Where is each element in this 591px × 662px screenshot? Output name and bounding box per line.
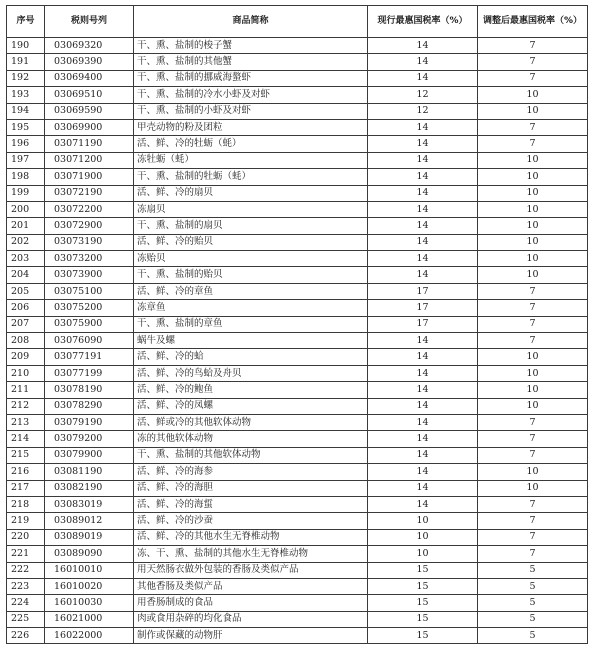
- cell-current-rate: 14: [368, 431, 478, 447]
- cell-tariff-code: 03072200: [45, 201, 134, 217]
- cell-adjusted-rate: 10: [478, 218, 588, 234]
- cell-serial-number: 218: [7, 496, 45, 512]
- cell-serial-number: 215: [7, 447, 45, 463]
- table-row: [7, 251, 588, 267]
- table-row: [7, 611, 588, 627]
- table-row: [7, 496, 588, 512]
- cell-current-rate: 15: [368, 628, 478, 644]
- table-row: [7, 38, 588, 54]
- cell-adjusted-rate: 10: [478, 201, 588, 217]
- cell-adjusted-rate: 5: [478, 611, 588, 627]
- table-row: [7, 382, 588, 398]
- header-adjusted-mfn-rate: 调整后最惠国税率（%）: [478, 6, 588, 38]
- cell-tariff-code: 03069320: [45, 38, 134, 54]
- table-row: [7, 480, 588, 496]
- cell-current-rate: 14: [368, 365, 478, 381]
- cell-serial-number: 192: [7, 70, 45, 86]
- cell-tariff-code: 03069590: [45, 103, 134, 119]
- cell-serial-number: 205: [7, 283, 45, 299]
- cell-serial-number: 223: [7, 578, 45, 594]
- table-row: [7, 152, 588, 168]
- cell-current-rate: 10: [368, 546, 478, 562]
- table-row: [7, 595, 588, 611]
- cell-current-rate: 14: [368, 169, 478, 185]
- table-row: [7, 136, 588, 152]
- cell-product-name: 甲壳动物的粉及团粒: [134, 119, 368, 135]
- cell-product-name: 活、鲜、冷的鸟蛤及舟贝: [134, 365, 368, 381]
- cell-product-name: 活、鲜、冷的其他水生无脊椎动物: [134, 529, 368, 545]
- cell-product-name: 冻牡蛎（蚝）: [134, 152, 368, 168]
- cell-serial-number: 221: [7, 546, 45, 562]
- cell-serial-number: 208: [7, 333, 45, 349]
- cell-current-rate: 14: [368, 54, 478, 70]
- cell-product-name: 活、鲜、冷的海胆: [134, 480, 368, 496]
- cell-adjusted-rate: 10: [478, 87, 588, 103]
- cell-product-name: 活、鲜、冷的海蜇: [134, 496, 368, 512]
- cell-product-name: 冻扇贝: [134, 201, 368, 217]
- cell-adjusted-rate: 10: [478, 185, 588, 201]
- cell-tariff-code: 03069400: [45, 70, 134, 86]
- cell-current-rate: 14: [368, 267, 478, 283]
- cell-adjusted-rate: 7: [478, 283, 588, 299]
- cell-adjusted-rate: 7: [478, 513, 588, 529]
- cell-product-name: 活、鲜、冷的凤螺: [134, 398, 368, 414]
- cell-serial-number: 226: [7, 628, 45, 644]
- cell-serial-number: 212: [7, 398, 45, 414]
- cell-adjusted-rate: 10: [478, 169, 588, 185]
- table-row: [7, 628, 588, 644]
- cell-adjusted-rate: 7: [478, 496, 588, 512]
- cell-adjusted-rate: 10: [478, 398, 588, 414]
- cell-current-rate: 14: [368, 119, 478, 135]
- table-row: [7, 447, 588, 463]
- cell-current-rate: 15: [368, 562, 478, 578]
- cell-tariff-code: 03089019: [45, 529, 134, 545]
- cell-product-name: 冻的其他软体动物: [134, 431, 368, 447]
- cell-current-rate: 17: [368, 316, 478, 332]
- cell-product-name: 冻章鱼: [134, 300, 368, 316]
- cell-product-name: 干、熏、盐制的章鱼: [134, 316, 368, 332]
- table-row: [7, 201, 588, 217]
- cell-adjusted-rate: 10: [478, 251, 588, 267]
- cell-adjusted-rate: 7: [478, 447, 588, 463]
- cell-tariff-code: 03071190: [45, 136, 134, 152]
- cell-tariff-code: 03089090: [45, 546, 134, 562]
- cell-adjusted-rate: 10: [478, 480, 588, 496]
- cell-product-name: 干、熏、盐制的其他软体动物: [134, 447, 368, 463]
- cell-serial-number: 198: [7, 169, 45, 185]
- cell-current-rate: 15: [368, 578, 478, 594]
- cell-product-name: 制作或保藏的动物肝: [134, 628, 368, 644]
- cell-tariff-code: 03083019: [45, 496, 134, 512]
- table-row: [7, 431, 588, 447]
- cell-tariff-code: 03079200: [45, 431, 134, 447]
- cell-current-rate: 14: [368, 38, 478, 54]
- cell-tariff-code: 03077191: [45, 349, 134, 365]
- cell-product-name: 活、鲜、冷的牡蛎（蚝）: [134, 136, 368, 152]
- table-row: [7, 119, 588, 135]
- cell-current-rate: 12: [368, 87, 478, 103]
- cell-adjusted-rate: 10: [478, 365, 588, 381]
- cell-tariff-code: 16021000: [45, 611, 134, 627]
- cell-tariff-code: 03073190: [45, 234, 134, 250]
- cell-adjusted-rate: 7: [478, 316, 588, 332]
- cell-adjusted-rate: 10: [478, 103, 588, 119]
- cell-adjusted-rate: 10: [478, 234, 588, 250]
- cell-serial-number: 225: [7, 611, 45, 627]
- cell-tariff-code: 03081190: [45, 464, 134, 480]
- cell-adjusted-rate: 5: [478, 595, 588, 611]
- header-current-mfn-rate: 现行最惠国税率（%）: [368, 6, 478, 38]
- cell-adjusted-rate: 7: [478, 38, 588, 54]
- cell-tariff-code: 16022000: [45, 628, 134, 644]
- cell-adjusted-rate: 7: [478, 414, 588, 430]
- cell-product-name: 蜗牛及螺: [134, 333, 368, 349]
- table-row: [7, 349, 588, 365]
- cell-serial-number: 204: [7, 267, 45, 283]
- cell-serial-number: 195: [7, 119, 45, 135]
- cell-adjusted-rate: 7: [478, 529, 588, 545]
- cell-tariff-code: 16010030: [45, 595, 134, 611]
- table-row: [7, 562, 588, 578]
- cell-current-rate: 14: [368, 218, 478, 234]
- cell-tariff-code: 03073200: [45, 251, 134, 267]
- cell-serial-number: 209: [7, 349, 45, 365]
- header-row: [7, 6, 588, 38]
- cell-tariff-code: 03069390: [45, 54, 134, 70]
- cell-tariff-code: 03075200: [45, 300, 134, 316]
- header-tariff-code: 税则号列: [45, 6, 134, 38]
- cell-serial-number: 206: [7, 300, 45, 316]
- cell-current-rate: 14: [368, 480, 478, 496]
- cell-tariff-code: 16010020: [45, 578, 134, 594]
- cell-current-rate: 10: [368, 513, 478, 529]
- cell-current-rate: 14: [368, 201, 478, 217]
- cell-serial-number: 201: [7, 218, 45, 234]
- cell-current-rate: 14: [368, 136, 478, 152]
- cell-serial-number: 211: [7, 382, 45, 398]
- cell-serial-number: 207: [7, 316, 45, 332]
- cell-serial-number: 217: [7, 480, 45, 496]
- table-row: [7, 218, 588, 234]
- cell-current-rate: 14: [368, 464, 478, 480]
- header-serial-number: 序号: [7, 6, 45, 38]
- cell-serial-number: 194: [7, 103, 45, 119]
- cell-product-name: 干、熏、盐制的牡蛎（蚝）: [134, 169, 368, 185]
- table-row: [7, 513, 588, 529]
- cell-current-rate: 17: [368, 300, 478, 316]
- table-row: [7, 70, 588, 86]
- cell-serial-number: 220: [7, 529, 45, 545]
- table-row: [7, 316, 588, 332]
- cell-tariff-code: 03082190: [45, 480, 134, 496]
- cell-tariff-code: 03079190: [45, 414, 134, 430]
- cell-product-name: 用天然肠衣做外包装的香肠及类似产品: [134, 562, 368, 578]
- cell-tariff-code: 03078290: [45, 398, 134, 414]
- table-row: [7, 300, 588, 316]
- table-row: [7, 333, 588, 349]
- table-row: [7, 87, 588, 103]
- cell-adjusted-rate: 10: [478, 152, 588, 168]
- table-row: [7, 414, 588, 430]
- tariff-table-container: [6, 5, 587, 644]
- cell-tariff-code: 03076090: [45, 333, 134, 349]
- cell-adjusted-rate: 10: [478, 464, 588, 480]
- cell-serial-number: 222: [7, 562, 45, 578]
- cell-serial-number: 199: [7, 185, 45, 201]
- cell-tariff-code: 03071200: [45, 152, 134, 168]
- table-row: [7, 54, 588, 70]
- cell-adjusted-rate: 10: [478, 382, 588, 398]
- cell-current-rate: 14: [368, 496, 478, 512]
- cell-adjusted-rate: 5: [478, 578, 588, 594]
- table-row: [7, 365, 588, 381]
- cell-tariff-code: 03069510: [45, 87, 134, 103]
- table-row: [7, 283, 588, 299]
- cell-serial-number: 196: [7, 136, 45, 152]
- cell-tariff-code: 03069900: [45, 119, 134, 135]
- cell-serial-number: 216: [7, 464, 45, 480]
- table-row: [7, 578, 588, 594]
- cell-adjusted-rate: 7: [478, 54, 588, 70]
- cell-serial-number: 191: [7, 54, 45, 70]
- cell-adjusted-rate: 7: [478, 333, 588, 349]
- cell-adjusted-rate: 7: [478, 300, 588, 316]
- cell-tariff-code: 03079900: [45, 447, 134, 463]
- cell-product-name: 干、熏、盐制的其他蟹: [134, 54, 368, 70]
- cell-current-rate: 17: [368, 283, 478, 299]
- cell-tariff-code: 03089012: [45, 513, 134, 529]
- cell-product-name: 干、熏、盐制的梭子蟹: [134, 38, 368, 54]
- cell-product-name: 用香肠制成的食品: [134, 595, 368, 611]
- cell-current-rate: 14: [368, 382, 478, 398]
- cell-adjusted-rate: 5: [478, 628, 588, 644]
- cell-adjusted-rate: 7: [478, 546, 588, 562]
- cell-current-rate: 14: [368, 185, 478, 201]
- cell-serial-number: 219: [7, 513, 45, 529]
- cell-adjusted-rate: 10: [478, 267, 588, 283]
- cell-adjusted-rate: 5: [478, 562, 588, 578]
- cell-current-rate: 14: [368, 349, 478, 365]
- cell-tariff-code: 03075900: [45, 316, 134, 332]
- cell-product-name: 活、鲜、冷的鲍鱼: [134, 382, 368, 398]
- table-row: [7, 464, 588, 480]
- cell-serial-number: 203: [7, 251, 45, 267]
- table-row: [7, 398, 588, 414]
- cell-product-name: 其他香肠及类似产品: [134, 578, 368, 594]
- cell-product-name: 活、鲜、冷的海参: [134, 464, 368, 480]
- cell-current-rate: 14: [368, 447, 478, 463]
- cell-adjusted-rate: 7: [478, 136, 588, 152]
- cell-product-name: 干、熏、盐制的贻贝: [134, 267, 368, 283]
- cell-current-rate: 14: [368, 251, 478, 267]
- cell-current-rate: 12: [368, 103, 478, 119]
- cell-product-name: 干、熏、盐制的挪威海螯虾: [134, 70, 368, 86]
- cell-current-rate: 14: [368, 414, 478, 430]
- cell-product-name: 干、熏、盐制的小虾及对虾: [134, 103, 368, 119]
- tariff-table: [6, 5, 588, 644]
- cell-current-rate: 14: [368, 70, 478, 86]
- cell-tariff-code: 03071900: [45, 169, 134, 185]
- cell-current-rate: 15: [368, 611, 478, 627]
- cell-product-name: 冻、干、熏、盐制的其他水生无脊椎动物: [134, 546, 368, 562]
- cell-serial-number: 193: [7, 87, 45, 103]
- cell-current-rate: 14: [368, 152, 478, 168]
- table-row: [7, 529, 588, 545]
- cell-serial-number: 224: [7, 595, 45, 611]
- cell-product-name: 活、鲜、冷的贻贝: [134, 234, 368, 250]
- cell-serial-number: 200: [7, 201, 45, 217]
- cell-tariff-code: 16010010: [45, 562, 134, 578]
- cell-current-rate: 14: [368, 398, 478, 414]
- cell-tariff-code: 03073900: [45, 267, 134, 283]
- cell-tariff-code: 03078190: [45, 382, 134, 398]
- cell-product-name: 冻贻贝: [134, 251, 368, 267]
- cell-serial-number: 197: [7, 152, 45, 168]
- cell-adjusted-rate: 10: [478, 349, 588, 365]
- cell-current-rate: 10: [368, 529, 478, 545]
- table-row: [7, 185, 588, 201]
- cell-current-rate: 14: [368, 234, 478, 250]
- cell-product-name: 活、鲜、冷的蛤: [134, 349, 368, 365]
- cell-current-rate: 14: [368, 333, 478, 349]
- table-row: [7, 546, 588, 562]
- table-row: [7, 103, 588, 119]
- table-body: [7, 38, 588, 644]
- cell-tariff-code: 03072900: [45, 218, 134, 234]
- cell-product-name: 活、鲜、冷的扇贝: [134, 185, 368, 201]
- cell-product-name: 肉或食用杂碎的均化食品: [134, 611, 368, 627]
- cell-current-rate: 15: [368, 595, 478, 611]
- cell-serial-number: 213: [7, 414, 45, 430]
- cell-tariff-code: 03075100: [45, 283, 134, 299]
- cell-serial-number: 210: [7, 365, 45, 381]
- cell-product-name: 活、鲜、冷的沙蚕: [134, 513, 368, 529]
- cell-adjusted-rate: 7: [478, 70, 588, 86]
- cell-adjusted-rate: 7: [478, 119, 588, 135]
- cell-serial-number: 214: [7, 431, 45, 447]
- cell-product-name: 干、熏、盐制的冷水小虾及对虾: [134, 87, 368, 103]
- cell-product-name: 干、熏、盐制的扇贝: [134, 218, 368, 234]
- cell-tariff-code: 03077199: [45, 365, 134, 381]
- cell-serial-number: 202: [7, 234, 45, 250]
- cell-serial-number: 190: [7, 38, 45, 54]
- table-row: [7, 267, 588, 283]
- cell-product-name: 活、鲜、冷的章鱼: [134, 283, 368, 299]
- cell-adjusted-rate: 7: [478, 431, 588, 447]
- table-row: [7, 169, 588, 185]
- cell-tariff-code: 03072190: [45, 185, 134, 201]
- table-row: [7, 234, 588, 250]
- cell-product-name: 活、鲜或冷的其他软体动物: [134, 414, 368, 430]
- header-product-name: 商品简称: [134, 6, 368, 38]
